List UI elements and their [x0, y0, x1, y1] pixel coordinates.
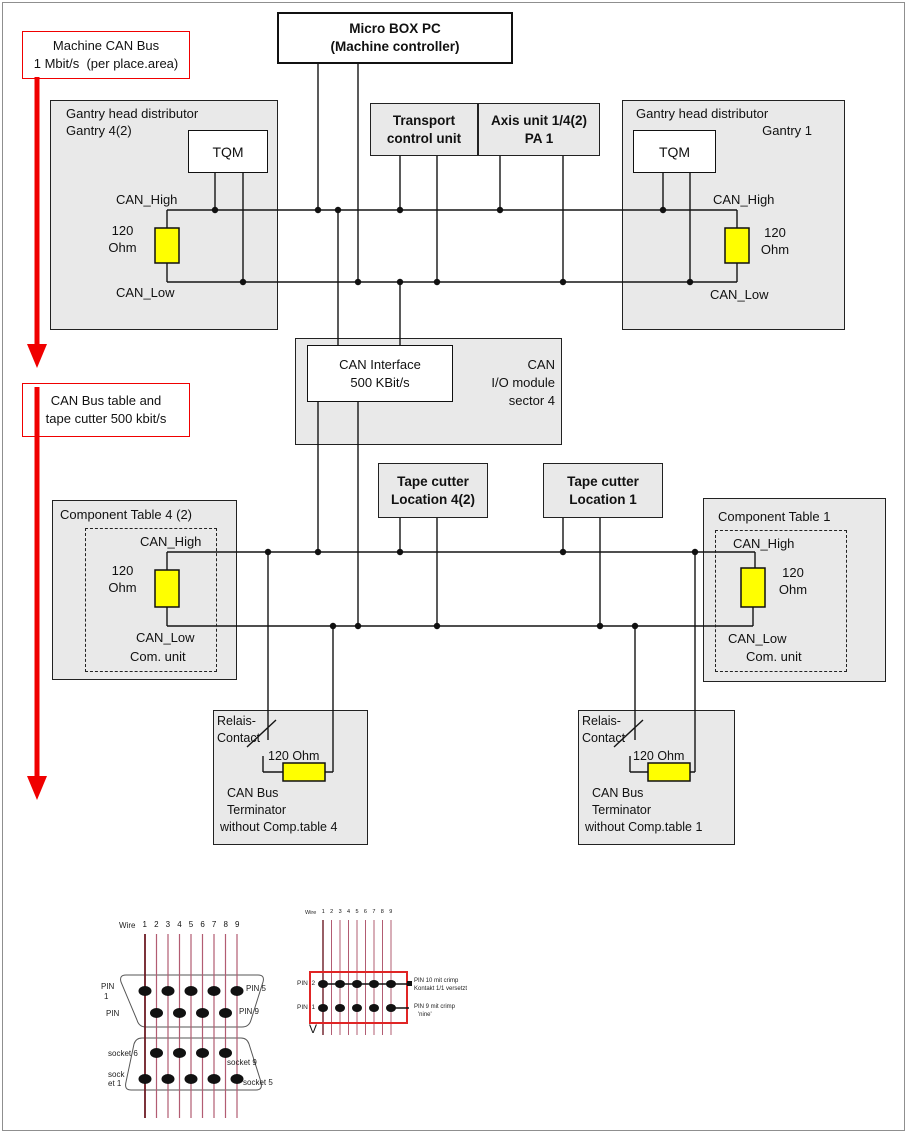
gantry-right-subtitle: Gantry 1 [762, 123, 812, 138]
tape-cutter-4-line2: Location 4(2) [390, 491, 475, 507]
table1-can-high: CAN_High [733, 536, 795, 551]
machine-bus-arrow [27, 77, 47, 368]
table1-can-low: CAN_Low [728, 631, 787, 646]
table4-com-unit: Com. unit [130, 649, 186, 664]
term1-resistor-label: 120 Ohm [633, 749, 685, 763]
gantry-left-title [66, 105, 198, 139]
wire-number: 7 [211, 920, 217, 929]
micro-box-pc-line2: (Machine controller) [330, 39, 460, 54]
term4-line3: without Comp.table 4 [220, 820, 338, 834]
tape-cutter-1-box [543, 463, 663, 518]
table-bus-speed-line1: CAN Bus table and [50, 393, 162, 408]
gantry-right-can-high: CAN_High [713, 192, 775, 207]
axis-line2: PA 1 [524, 130, 554, 146]
tape-cutter-4-box [378, 463, 488, 518]
crimp-wire-numbers [319, 909, 395, 915]
io-module-line2: I/O module [491, 375, 555, 390]
tape-cutter-4-line1: Tape cutter [397, 473, 469, 489]
tape-cutter-1-line1: Tape cutter [567, 473, 639, 489]
machine-bus-speed-line2: 1 Mbit/s (per place.area) [33, 56, 179, 71]
crimp-nine-label: 'nine' [418, 1012, 432, 1018]
gantry-left-resistor-value: 120 [111, 223, 134, 238]
table1-resistor-value: 120 [782, 565, 804, 580]
dsub-pin9-label: PIN 9 [239, 1007, 260, 1016]
crimp-pin9-label: PIN 9 mit crimp [414, 1004, 456, 1010]
gantry-left-title-line: Gantry head distributor [66, 106, 199, 121]
wire-number: 4 [347, 909, 351, 915]
crimp-wire-lines [323, 920, 391, 1035]
gantry-left-resistor-unit: Ohm [108, 240, 137, 255]
term4-resistor-label: 120 Ohm [268, 749, 320, 763]
wire-number: 8 [223, 920, 228, 929]
term1-line3: without Comp.table 1 [585, 820, 703, 834]
gantry-right-title-line: Gantry head distributor [636, 106, 769, 121]
gantry-left-tqm-box [188, 130, 268, 173]
wire-number: 4 [177, 920, 182, 929]
wire-number: 5 [355, 909, 359, 915]
wire-number: 2 [154, 920, 159, 929]
machine-bus-speed-label [22, 31, 190, 79]
crimp-pin1-label: PIN 1 [297, 1004, 316, 1011]
wire-number: 7 [372, 909, 376, 915]
junction-dots [212, 207, 698, 629]
crimp-pin10-label: PIN 10 mit crimp [414, 978, 459, 984]
micro-box-pc [277, 12, 513, 64]
gantry-right-can-low: CAN_Low [710, 287, 769, 302]
gantry-right-resistor-unit: Ohm [760, 242, 790, 257]
can-interface-line1: CAN Interface [339, 356, 421, 372]
crimp-v-mark: V [309, 1022, 318, 1036]
dsub-socket6-label: socket 6 [108, 1049, 138, 1058]
term1-contact: Contact [582, 731, 626, 745]
gantry-left-resistor-label [95, 222, 150, 256]
wire-number: 1 [321, 909, 325, 915]
term1-relais: Relais- [582, 714, 621, 728]
wire-number: 1 [142, 920, 147, 929]
transport-line1: Transport [392, 112, 456, 128]
crimp-pin2-label: PIN 2 [297, 980, 316, 987]
io-module-line1: CAN [527, 357, 555, 372]
can-interface-line2: 500 KBit/s [350, 374, 410, 390]
dsub-pin1-label: PIN [101, 982, 115, 991]
crimp-wire-label: Wire [305, 910, 317, 916]
table4-resistor-label [95, 562, 150, 596]
wire-number: 3 [338, 909, 342, 915]
dsub-pin1-number: 1 [104, 992, 109, 1001]
table4-can-low: CAN_Low [136, 630, 195, 645]
wire-number: 8 [380, 909, 384, 915]
dsub-male-outline [121, 975, 267, 1027]
table-bus-speed-line2: tape cutter 500 kbit/s [45, 411, 167, 426]
term1-line1: CAN Bus [592, 786, 644, 800]
component-table-4-title: Component Table 4 (2) [60, 507, 193, 522]
crimp-row-links [323, 984, 411, 1008]
table1-resistor-label [768, 564, 818, 598]
gantry-right-resistor-value: 120 [764, 225, 786, 240]
wire-number: 2 [330, 909, 334, 915]
tape-cutter-1-line2: Location 1 [569, 491, 637, 507]
dsub-socket5-label: socket 5 [243, 1078, 273, 1087]
gantry-left-can-low: CAN_Low [116, 285, 175, 300]
table4-resistor-value: 120 [111, 563, 134, 578]
term4-contact: Contact [217, 731, 261, 745]
transport-control-unit-box [370, 103, 478, 156]
component-table-1-title: Component Table 1 [718, 509, 831, 524]
axis-line1: Axis unit 1/4(2) [490, 112, 588, 128]
dsub-wire-label: Wire [119, 921, 136, 930]
axis-unit-box [478, 103, 600, 156]
dsub-socket1-label-line1: sock [108, 1070, 125, 1079]
io-module-line3: sector 4 [508, 393, 555, 408]
dsub-socket9-label: socket 9 [227, 1058, 257, 1067]
term4-relais: Relais- [217, 714, 256, 728]
wire-number: 3 [165, 920, 171, 929]
dsub-socket1-label-line2: et 1 [108, 1079, 122, 1088]
table1-resistor-unit: Ohm [778, 582, 808, 597]
wire-number: 9 [235, 920, 240, 929]
crimp-highlight-rect [310, 972, 407, 1023]
table4-resistor-unit: Ohm [108, 580, 137, 595]
dsub-wire-numbers [139, 920, 243, 929]
term4-line1: CAN Bus [227, 786, 279, 800]
gantry-left-tqm-label: TQM [212, 143, 244, 160]
term4-line2: Terminator [227, 803, 287, 817]
dsub-pin5-label: PIN 5 [246, 984, 267, 993]
gantry-left-subtitle: Gantry 4(2) [66, 123, 132, 138]
machine-bus-speed-line1: Machine CAN Bus [52, 38, 160, 53]
crimp-kontakt-label: Kontakt 1/1 versetzt [414, 986, 468, 992]
table1-com-unit: Com. unit [746, 649, 802, 664]
gantry-right-tqm-box [633, 130, 716, 173]
dsub-pin6-label: PIN [106, 1009, 120, 1018]
table4-can-high: CAN_High [140, 534, 202, 549]
wire-number: 5 [188, 920, 194, 929]
term1-line2: Terminator [592, 803, 652, 817]
gantry-left-can-high: CAN_High [116, 192, 178, 207]
wire-number: 6 [200, 920, 205, 929]
wire-number: 9 [389, 909, 393, 915]
wire-number: 6 [363, 909, 367, 915]
transport-line2: control unit [386, 130, 462, 146]
gantry-right-resistor-label [750, 224, 800, 258]
table-bus-arrow [27, 387, 47, 800]
table-bus-speed-label [22, 383, 190, 437]
io-module-label [415, 356, 555, 410]
gantry-right-tqm-label: TQM [658, 143, 691, 160]
micro-box-pc-line1: Micro BOX PC [349, 21, 441, 36]
